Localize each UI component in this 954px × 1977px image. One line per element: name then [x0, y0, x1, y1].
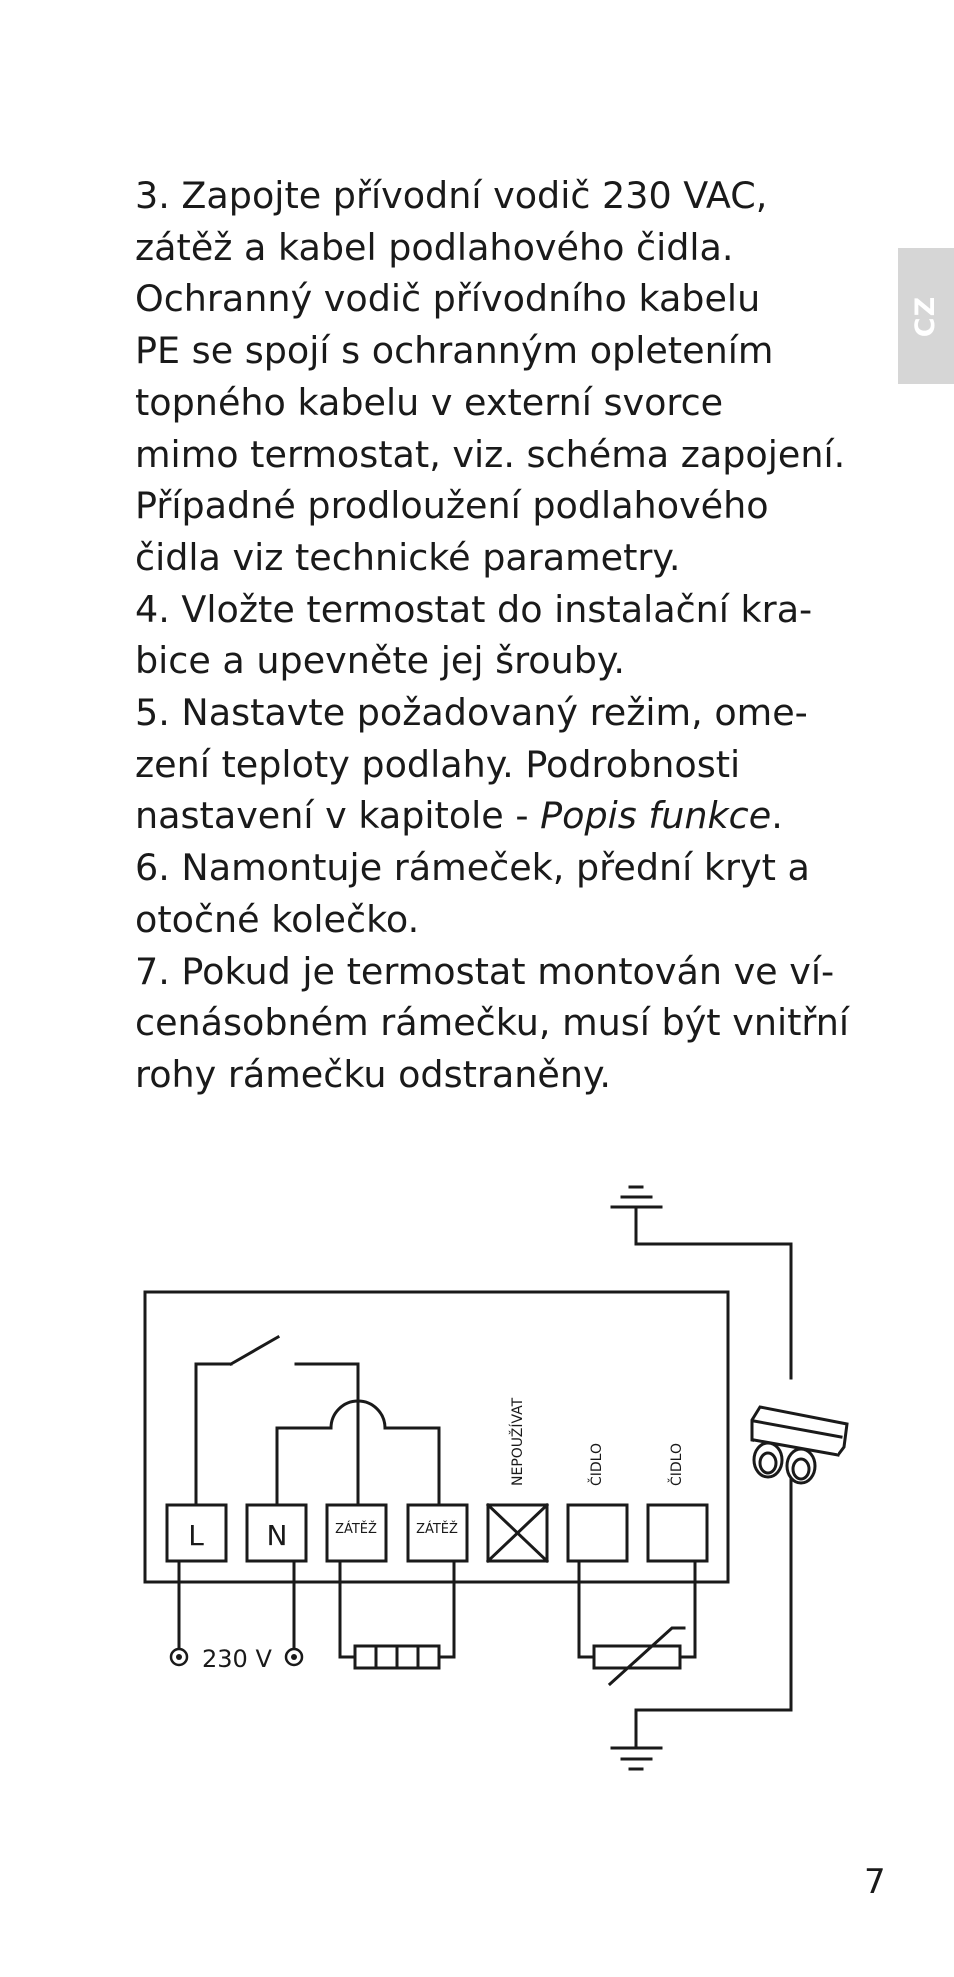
ground-bottom-icon	[612, 1748, 661, 1769]
thermostat-housing	[145, 1292, 728, 1582]
unused-label: NEPOUŽÍVAT	[510, 1397, 526, 1486]
step-5-line-3-prefix: nastavení v kapitole -	[135, 794, 541, 838]
heating-load-icon	[340, 1561, 454, 1668]
step-4-line-2: bice a upevněte jej šrouby.	[135, 639, 625, 683]
step-3-line-7: Případné prodloužení podlahového	[135, 484, 769, 528]
language-tab-label: CZ	[910, 295, 942, 337]
step-3-line-1: 3. Zapojte přívodní vodič 230 VAC,	[135, 174, 768, 217]
terminal-load-2-label: ZÁTĚŽ	[416, 1522, 458, 1537]
page-number: 7	[864, 1862, 886, 1902]
terminal-l-label: L	[188, 1519, 204, 1552]
sensor-1-label: ČIDLO	[589, 1442, 605, 1486]
sensor-2-label: ČIDLO	[669, 1442, 685, 1486]
terminal-load-2	[408, 1505, 467, 1561]
protective-conductor-wire-lower	[636, 1468, 791, 1748]
terminal-n	[247, 1505, 306, 1561]
step-3-line-3: Ochranný vodič přívodního kabelu	[135, 277, 761, 321]
external-terminal-icon	[752, 1407, 847, 1483]
ground-top-icon	[612, 1187, 661, 1207]
terminal-n-label: N	[266, 1519, 288, 1552]
step-3-line-8: čidla viz technické parametry.	[135, 535, 681, 579]
step-5-italic-reference: Popis funkce	[540, 794, 772, 838]
terminal-sensor-2	[648, 1505, 707, 1561]
step-5-line-2: zení teploty podlahy. Podrobnosti	[135, 742, 741, 786]
terminal-unused	[488, 1505, 547, 1561]
terminal-load-1-label: ZÁTĚŽ	[335, 1522, 377, 1537]
step-5-line-3-suffix: .	[771, 794, 783, 838]
supply-voltage-label: 230 V	[202, 1645, 272, 1673]
step-7-line-3: rohy rámečku odstraněny.	[135, 1052, 611, 1096]
step-3-line-5: topného kabelu v externí svorce	[135, 380, 724, 424]
step-3-line-4: PE se spojí s ochranným opletením	[135, 329, 774, 373]
terminal-sensor-1	[568, 1505, 627, 1561]
terminal-load-1	[327, 1505, 386, 1561]
step-3-line-6: mimo termostat, viz. schéma zapojení.	[135, 432, 846, 476]
step-4-line-1: 4. Vložte termostat do instalační kra-	[135, 587, 813, 631]
terminal-l	[167, 1505, 226, 1561]
step-7-line-2: cenásobném rámečku, musí být vnitřní	[135, 1001, 850, 1045]
step-5-line-1: 5. Nastavte požadovaný režim, ome-	[135, 691, 808, 735]
step-6-line-2: otočné kolečko.	[135, 897, 420, 941]
step-3-line-2: zátěž a kabel podlahového čidla.	[135, 225, 734, 269]
floor-sensor-icon	[579, 1561, 695, 1684]
step-7-line-1: 7. Pokud je termostat montován ve ví-	[135, 949, 835, 993]
step-6-line-1: 6. Namontuje rámeček, přední kryt a	[135, 846, 810, 890]
